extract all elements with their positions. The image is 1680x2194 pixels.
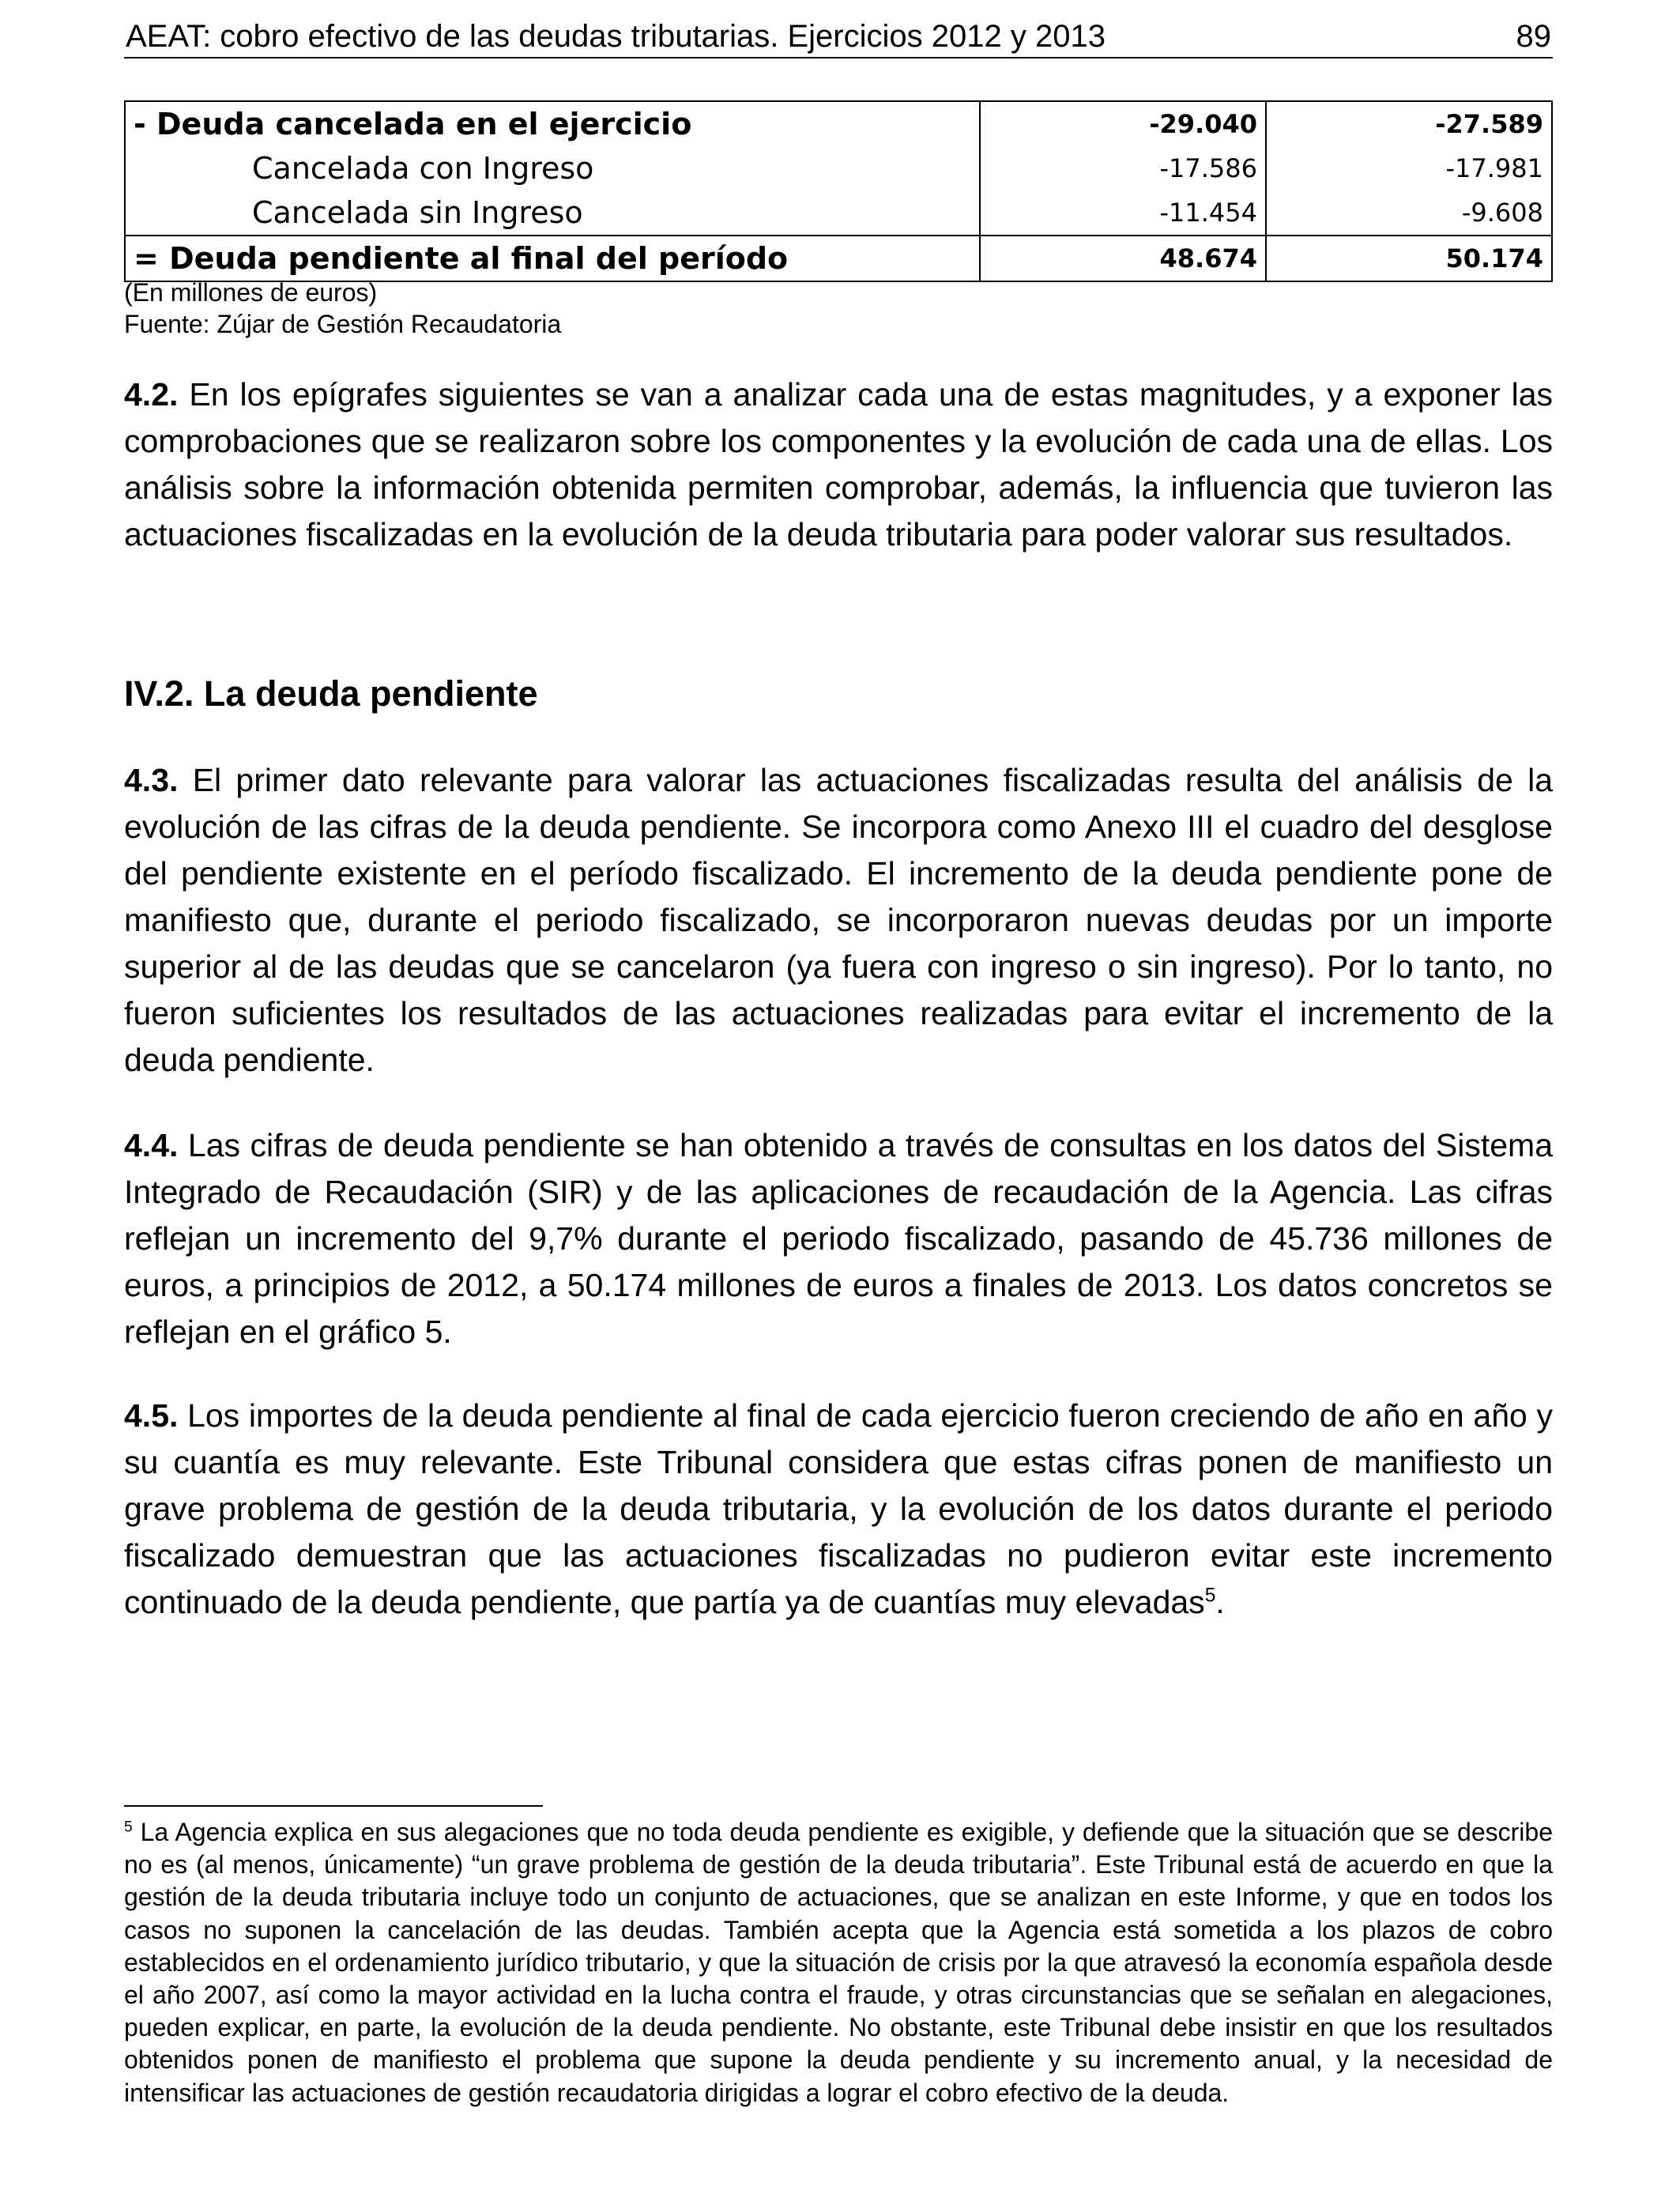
value-2012: -17.586 — [980, 146, 1266, 190]
debt-table — [124, 100, 1553, 282]
paragraph-text: En los epígrafes siguientes se van a analizar cada una de estas magnitudes, y a exponer las comprobaciones que se realizaron sobre los componentes y la evolución de cada una de ellas. Los análisis sobre la información obtenida permiten comprobar, además, la influencia que tuvieron las actuaciones fiscalizadas en la evolución de la deuda tributaria para poder valorar sus resultados. — [124, 376, 1553, 552]
paragraph-4-2 — [124, 371, 1553, 558]
table-row — [125, 236, 1552, 281]
paragraph-number: 4.3. — [124, 762, 179, 798]
source-note: Fuente: Zújar de Gestión Recaudatoria — [124, 310, 562, 338]
table-row — [125, 190, 1552, 236]
footnote-marker: 5 — [124, 1819, 133, 1836]
header-title: AEAT: cobro efectivo de las deudas tributarias. Ejercicios 2012 y 2013 — [126, 19, 1106, 54]
paragraph-text: Los importes de la deuda pendiente al final de cada ejercicio fueron creciendo de año en año y su cuantía es muy relevante. Este Tribunal considera que estas cifras ponen de manifiesto un grave problema de gestión de la deuda tributaria, y la evolución de los datos durante el periodo fiscalizado demuestran que las actuaciones fiscalizadas no pudieron evitar este incremento continuado de la deuda pendiente, que partía ya de cuantías muy elevadas — [124, 1397, 1553, 1620]
paragraph-text: El primer dato relevante para valorar las actuaciones fiscalizadas resulta del análisis de la evolución de las cifras de la deuda pendiente. Se incorpora como Anexo III el cuadro del desglose del pendiente existente en el período fiscalizado. El incremento de la deuda pendiente pone de manifiesto que, durante el periodo fiscalizado, se incorporaron nuevas deudas por un importe superior al de las deudas que se cancelaron (ya fuera con ingreso o sin ingreso). Por lo tanto, no fueron suficientes los resultados de las actuaciones realizadas para evitar el incremento de la deuda pendiente. — [124, 762, 1553, 1078]
page-header — [124, 17, 1553, 58]
value-2013: -27.589 — [1266, 101, 1552, 146]
row-label: Cancelada con Ingreso — [125, 146, 980, 190]
paragraph-4-4 — [124, 1122, 1553, 1355]
row-label: Cancelada sin Ingreso — [125, 190, 980, 236]
paragraph-4-3 — [124, 757, 1553, 1084]
value-2013: -9.608 — [1266, 190, 1552, 236]
table-row — [125, 101, 1552, 146]
paragraph-number: 4.5. — [124, 1397, 179, 1434]
paragraph-text: Las cifras de deuda pendiente se han obtenido a través de consultas en los datos del Sistema Integrado de Recaudación (SIR) y de las aplicaciones de recaudación de la Agencia. Las cifras reflejan un incremento del 9,7% durante el periodo fiscalizado, pasando de 45.736 millones de euros, a principios de 2012, a 50.174 millones de euros a finales de 2013. Los datos concretos se reflejan en el gráfico 5. — [124, 1127, 1553, 1350]
footnote-text: La Agencia explica en sus alegaciones que no toda deuda pendiente es exigible, y defiende que la situación que se describe no es (al menos, únicamente) “un grave problema de gestión de la deuda tributaria”. Este Tribunal está de acuerdo en que la gestión de la deuda tributaria incluye todo un conjunto de actuaciones, que se analizan en este Informe, y que en todos los casos no suponen la cancelación de las deudas. También acepta que la Agencia está sometida a los plazos de cobro establecidos en el ordenamiento jurídico tributario, y que la situación de crisis por la que atravesó la economía española desde el año 2007, así como la mayor actividad en la lucha contra el fraude, y otras circunstancias que se señalan en alegaciones, pueden explicar, en parte, la evolución de la deuda pendiente. No obstante, este Tribunal debe insistir en que los resultados obtenidos ponen de manifiesto el problema que supone la deuda pendiente y su incremento anual, y la necesidad de intensificar las actuaciones de gestión recaudatoria dirigidas a lograr el cobro efectivo de la deuda. — [124, 1818, 1553, 2107]
row-label: - Deuda cancelada en el ejercicio — [125, 101, 980, 146]
value-2012: -29.040 — [980, 101, 1266, 146]
page-number: 89 — [1516, 19, 1551, 54]
section-heading: IV.2. La deuda pendiente — [124, 673, 538, 714]
table-notes — [124, 277, 561, 340]
value-2012: 48.674 — [980, 236, 1266, 281]
footnote — [124, 1816, 1553, 2109]
paragraph-number: 4.4. — [124, 1127, 179, 1163]
footnote-divider — [124, 1805, 543, 1807]
paragraph-number: 4.2. — [124, 376, 179, 413]
table-row — [125, 146, 1552, 190]
row-label: = Deuda pendiente al final del período — [125, 236, 980, 281]
footnote-reference[interactable]: 5 — [1204, 1585, 1216, 1607]
paragraph-end: . — [1215, 1584, 1225, 1620]
units-note: (En millones de euros) — [124, 278, 378, 307]
value-2012: -11.454 — [980, 190, 1266, 236]
value-2013: -17.981 — [1266, 146, 1552, 190]
paragraph-4-5 — [124, 1393, 1553, 1626]
value-2013: 50.174 — [1266, 236, 1552, 281]
